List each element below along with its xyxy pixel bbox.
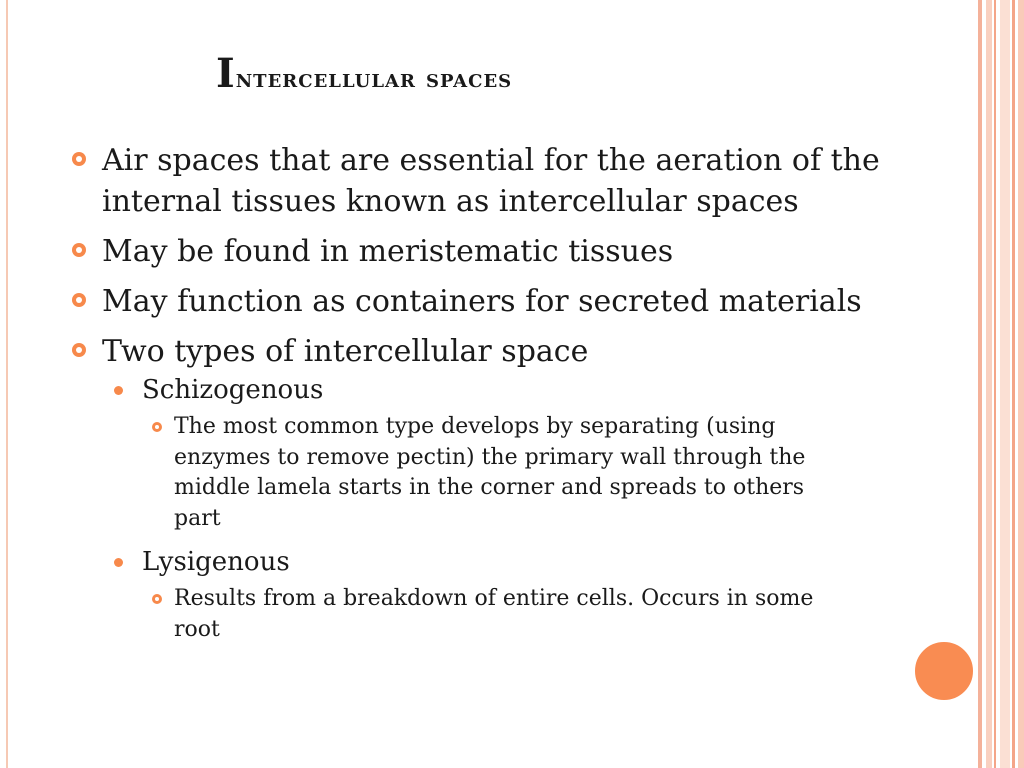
ring-bullet-icon bbox=[72, 152, 86, 166]
small-ring-bullet-icon bbox=[152, 422, 162, 432]
bullet-text: Two types of intercellular space bbox=[102, 334, 589, 369]
bullet-text: Air spaces that are essential for the aeration of the internal tissues known as intercellular spaces bbox=[102, 143, 880, 219]
title-first-letter: I bbox=[216, 50, 236, 97]
title-rest: ntercellular spaces bbox=[235, 64, 513, 94]
slide-content bbox=[72, 140, 902, 657]
detail-bullet-item bbox=[152, 412, 854, 534]
bullet-text: May function as containers for secreted materials bbox=[102, 284, 862, 319]
small-ring-bullet-icon bbox=[152, 594, 162, 604]
dot-bullet-icon bbox=[114, 558, 123, 567]
right-decorative-stripes bbox=[978, 0, 1024, 768]
bullet-text: May be found in meristematic tissues bbox=[102, 234, 674, 269]
bullet-item bbox=[72, 281, 902, 322]
stripe bbox=[978, 0, 982, 768]
bullet-item bbox=[72, 231, 902, 272]
stripe bbox=[1012, 0, 1015, 768]
dot-bullet-icon bbox=[114, 386, 123, 395]
slide-title bbox=[216, 50, 512, 97]
bullet-item bbox=[72, 331, 902, 372]
stripe bbox=[986, 0, 992, 768]
sub-bullet-item bbox=[114, 372, 902, 408]
stripe bbox=[994, 0, 996, 768]
ring-bullet-icon bbox=[72, 293, 86, 307]
sub-bullet-item bbox=[114, 544, 902, 580]
stripe bbox=[1018, 0, 1024, 768]
bullet-item bbox=[72, 140, 902, 222]
stripe bbox=[1000, 0, 1010, 768]
left-border-line bbox=[6, 0, 8, 768]
sub-bullet-text: Lysigenous bbox=[142, 547, 290, 577]
ring-bullet-icon bbox=[72, 343, 86, 357]
ring-bullet-icon bbox=[72, 243, 86, 257]
detail-bullet-item bbox=[152, 584, 854, 645]
detail-text: The most common type develops by separating (using enzymes to remove pectin) the primary wall through the middle lamela starts in the corner and spreads to others part bbox=[174, 414, 806, 531]
orange-circle-icon bbox=[913, 640, 975, 702]
detail-text: Results from a breakdown of entire cells. Occurs in some root bbox=[174, 586, 814, 642]
sub-bullet-text: Schizogenous bbox=[142, 375, 324, 405]
